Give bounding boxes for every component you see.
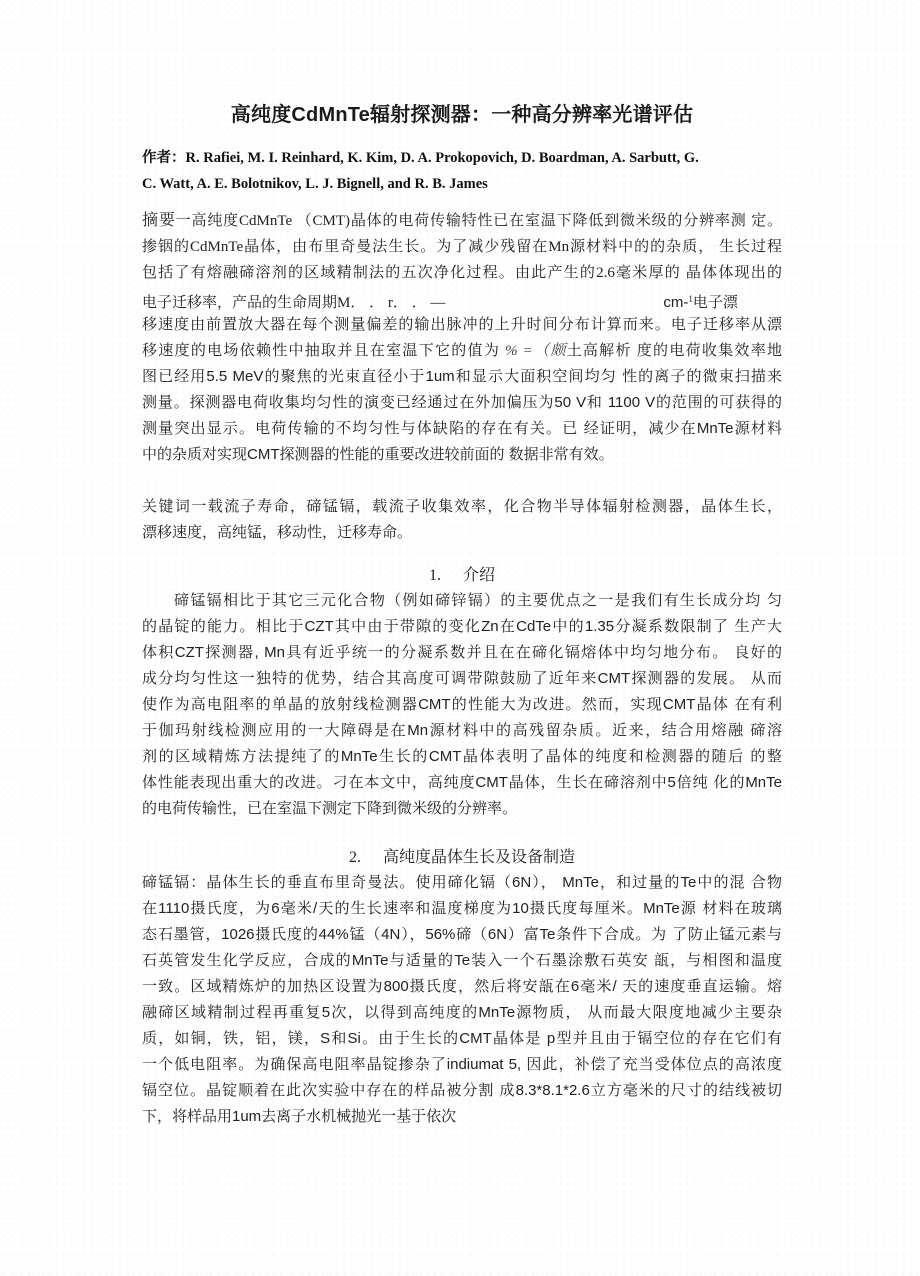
introduction-paragraph [142, 588, 782, 822]
abstract-line: 摘要一高纯度CdMnTe （CMT)晶体的电荷传输特性已在室温下降低到微米级的分辨率测 定。 [142, 212, 782, 229]
section-heading-crystal-growth: 2. 高纯度晶体生长及设备制造 [348, 849, 575, 866]
document-title: 高纯度CdMnTe辐射探测器：一种高分辨率光谱评估 [230, 104, 694, 126]
body-line: 剂的区域精炼方法提纯了的MnTe生长的CMT晶体表明了晶体的纯度和检测器的随后 的整 [142, 748, 782, 765]
abstract-paragraph [142, 208, 782, 468]
body-line: 使作为高电阻率的单晶的放射线检测器CMT的性能大为改进。然而，实现CMT晶体 在有利 [142, 696, 782, 713]
body-line: 碲锰镉：晶体生长的垂直布里奇曼法。使用碲化镉（6N）， MnTe，和过量的Te中的混 合物 [142, 874, 782, 891]
abstract-line: 移速度的电场依赖性中抽取并且在室温下它的值为 % =（颇土高解析 度的电荷收集效率地 [142, 343, 782, 359]
body-line: 一致。区域精炼炉的加热区设置为800摄氏度，然后将安瓿在6毫米/ 天的速度垂直运输。熔 [142, 978, 782, 995]
abstract-line: 电子迁移率，产品的生命周期M． ． r． ． — cm-$^1$电子漂 [142, 294, 738, 311]
body-line: 石英管发生化学反应，合成的MnTe与适量的Te装入一个石墨涂敷石英安 瓿，与相图和温度 [142, 952, 782, 969]
abstract-line: 掺铟的CdMnTe晶体，由布里奇曼法生长。为了减少残留在Mn源材料中的的杂质， 生长过程 [142, 239, 782, 255]
keywords-line: 漂移速度，高纯锰，移动性，迁移寿命。 [142, 525, 413, 541]
body-line: 态石墨管，1026摄氏度的44%锰（4N），56%碲（6N）富Te条件下合成。为 了防止锰元素与 [142, 926, 782, 943]
body-line: 于伽玛射线检测应用的一大障碍是在Mn源材料中的高残留杂质。近来，结合用熔融 碲溶 [142, 722, 782, 739]
body-line: 一个低电阻率。为确保高电阻率晶锭掺杂了indiumat 5, 因此，补偿了充当受体位点的高浓度 [142, 1056, 782, 1073]
keywords-line: 关键词一载流子寿命，碲锰镉，载流子收集效率，化合物半导体辐射检测器，晶体生长， [142, 499, 782, 515]
author-line: 作者：R. Rafiei, M. I. Reinhard, K. Kim, D. A. Prokopovich, D. Boardman, A. Sarbutt, G. [142, 150, 699, 166]
body-line: 碲锰镉相比于其它三元化合物（例如碲锌镉）的主要优点之一是我们有生长成分均 匀 [174, 592, 782, 609]
abstract-line: 测量突出显示。电荷传输的不均匀性与体缺陷的存在有关。已 经证明，减少在MnTe源材料 [142, 420, 782, 437]
body-line: 的晶锭的能力。相比于CZT其中由于带隙的变化Zn在CdTe中的1.35分凝系数限制了 生产大 [142, 618, 782, 635]
author-line: C. Watt, A. E. Bolotnikov, L. J. Bignell, and R. B. James [142, 176, 488, 192]
abstract-line: 移速度由前置放大器在每个测量偏差的输出脉冲的上升时间分布计算而来。电子迁移率从漂 [142, 317, 782, 333]
unit-cm: cm- [663, 294, 689, 311]
abstract-label: 摘要 [142, 212, 176, 229]
keywords-paragraph [142, 494, 782, 546]
body-line: 的电荷传输性，已在室温下测定下降到微米级的分辨率。 [142, 800, 518, 817]
author-list [142, 145, 782, 197]
body-line: 体积CZT探测器, Mn具有近乎统一的分凝系数并且在在碲化镉熔体中均匀地分布。 良好的 [142, 644, 782, 661]
abstract-line: 测量。探测器电荷收集均匀性的演变已经通过在外加偏压为50 V和 1100 V的范围的可获得的 [142, 394, 782, 411]
body-line: 下，将样品用1um去离子水机械抛光一基于依次 [142, 1108, 457, 1125]
body-line: 在1110摄氏度，为6毫米/天的生长速率和温度梯度为10摄氏度每厘米。MnTe源 材料在玻璃 [142, 900, 782, 917]
abstract-line: 中的杂质对实现CMT探测器的性能的重要改进较前面的 数据非常有效。 [142, 446, 614, 463]
body-line: 融碲区域精制过程再重复5次，以得到高纯度的MnTe源物质， 从而最大限度地减少主要杂 [142, 1004, 782, 1021]
abstract-line: 包括了有熔融碲溶剂的区域精制法的五次净化过程。由此产生的2.6毫米厚的 晶体体现出的 [142, 265, 782, 281]
body-line: 体性能表现出重大的改进。刁在本文中，高纯度CMT晶体，生长在碲溶剂中5倍纯 化的MnTe [142, 774, 782, 791]
body-line: 质，如铜，铁，铝，镁，S和Si。由于生长的CMT晶体是 p型并且由于镉空位的存在它们有 [142, 1030, 782, 1047]
crystal-growth-paragraph [142, 870, 782, 1130]
authors-label: 作者： [142, 150, 186, 166]
section-heading-introduction: 1. 介绍 [428, 567, 495, 584]
body-line: 镉空位。晶锭顺着在此次实验中存在的样品被分割 成8.3*8.1*2.6立方毫米的尺寸的结线被切 [142, 1082, 782, 1099]
formula-fragment: % =（ [505, 343, 551, 359]
abstract-line: 图已经用5.5 MeV的聚焦的光束直径小于1um和显示大面积空间均匀 性的离子的微束扫描来 [142, 368, 782, 385]
body-line: 成分均匀性这一独特的优势，结合其高度可调带隙鼓励了近年来CMT探测器的发展。 从而 [142, 670, 782, 687]
